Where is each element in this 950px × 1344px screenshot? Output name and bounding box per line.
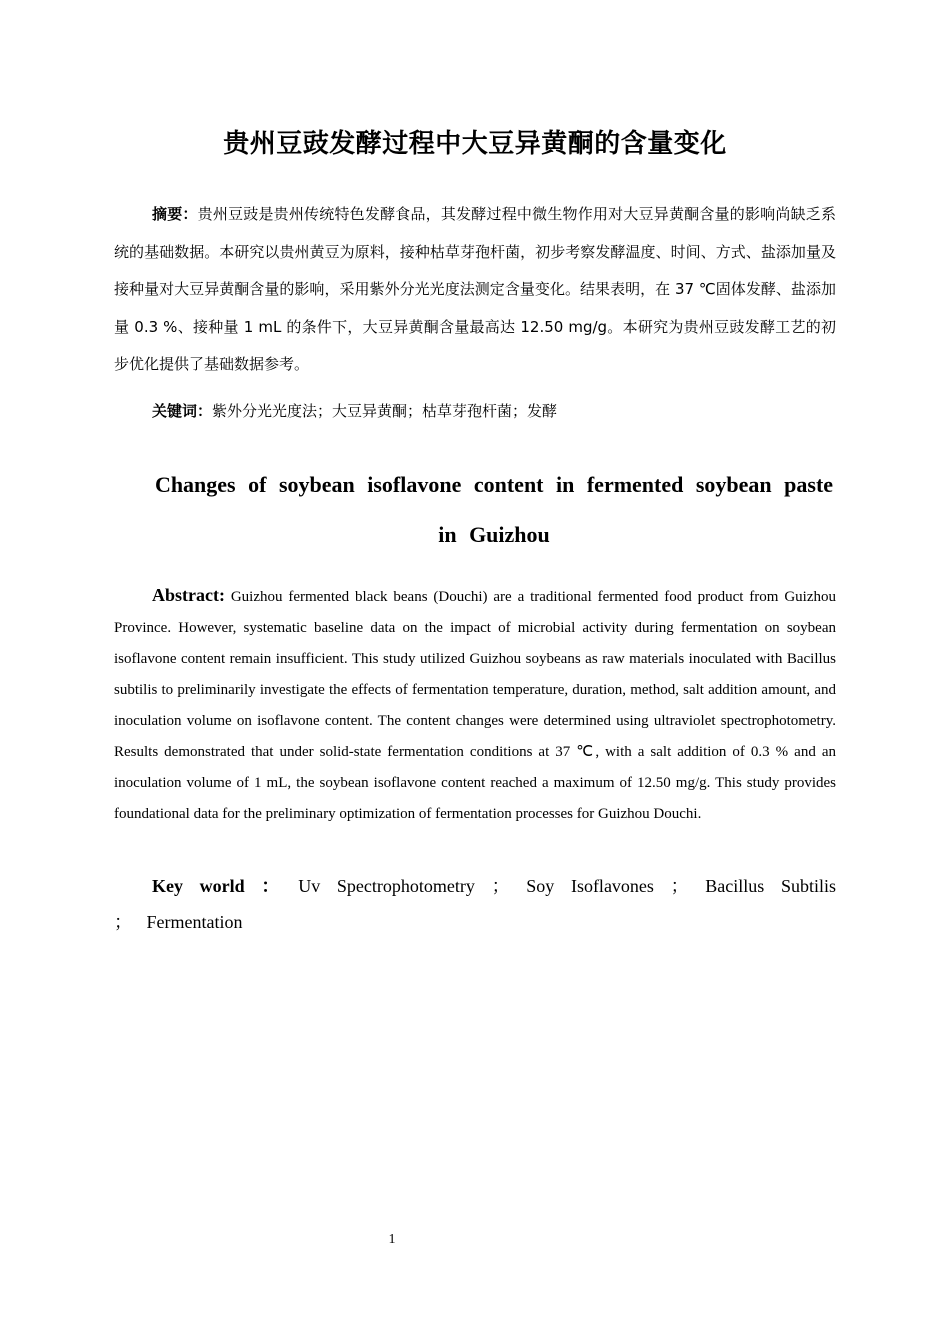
chinese-keywords-label: 关键词： (152, 402, 213, 420)
chinese-abstract (114, 196, 836, 384)
english-keywords-text: Uv Spectrophotometry ； Soy Isoflavones ； Bacillus Subtilis ； Fermentation (114, 876, 836, 932)
english-abstract-text: Guizhou fermented black beans (Douchi) are a traditional fermented food product from Guizhou Province. However, systematic baseline data on the impact of microbial activity during fermentation on soybean isoflavone content remain insufficient. This study utilized Guizhou soybeans as raw materials inoculated with Bacillus subtilis to preliminarily investigate the effects of fermentation temperature, duration, method, salt addition amount, and inoculation volume on isoflavone content. The content changes were determined using ultraviolet spectrophotometry. Results demonstrated that under solid-state fermentation conditions at 37 ℃, with a salt addition of 0.3 % and an inoculation volume of 1 mL, the soybean isoflavone content reached a maximum of 12.50 mg/g. This study provides foundational data for the preliminary optimization of fermentation processes for Guizhou Douchi. (114, 589, 836, 822)
chinese-abstract-label: 摘要： (152, 205, 198, 223)
english-title: Changes of soybean isoflavone content in fermented soybean paste in Guizhou (154, 472, 834, 547)
chinese-keywords (114, 394, 836, 428)
page-number: 1 (388, 1232, 396, 1247)
english-keywords-label: Key world ： (152, 876, 282, 896)
chinese-abstract-text: 贵州豆豉是贵州传统特色发酵食品，其发酵过程中微生物作用对大豆异黄酮含量的影响尚缺乏系统的基础数据。本研究以贵州黄豆为原料，接种枯草芽孢杆菌，初步考察发酵温度、时间、方式、盐添加量及接种量对大豆异黄酮含量的影响，采用紫外分光光度法测定含量变化。结果表明，在 37 ℃固体发酵、盐添加量 0.3 %、接种量 1 mL 的条件下，大豆异黄酮含量最高达 12.50 mg/g。本研究为贵州豆豉发酵工艺的初步优化提供了基础数据参考。 (114, 205, 836, 373)
chinese-title: 贵州豆豉发酵过程中大豆异黄酮的含量变化 (223, 129, 727, 159)
chinese-keywords-text: 紫外分光光度法；大豆异黄酮；枯草芽孢杆菌；发酵 (212, 402, 558, 420)
english-abstract (114, 580, 836, 830)
english-abstract-label: Abstract: (152, 585, 225, 605)
english-keywords (114, 868, 836, 940)
